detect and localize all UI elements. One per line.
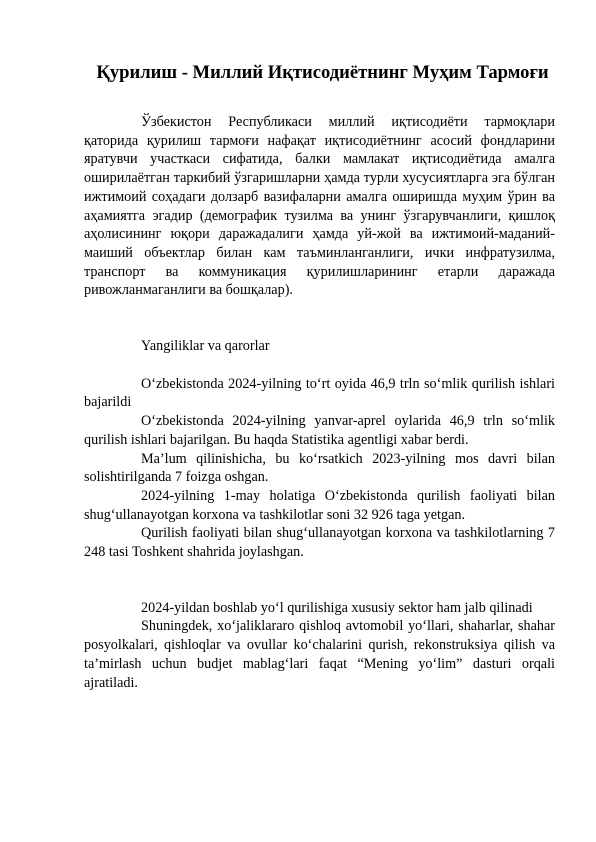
news1-paragraph-4: Qurilish faoliyati bilan shug‘ullanayotgan korxona va tashkilotlarning 7 248 tasi Toshkent shahrida joylashgan. [84,525,555,561]
intro-paragraph: Ўзбекистон Республикаси миллий иқтисодиёти тармоқлари қаторида қурилиш тармоғи нафақат иқтисодиётнинг асосий фондларини яратувчи участкаси сифатида, балки мамлакат иқтисодиётида амалга оширилаётган таркибий ўзгаришларни ҳамда турли хусусиятларга эга бўлган ижтимоий соҳадаги долзарб вазифаларни амалга оширишда муҳим ўрин ва аҳамиятга эгадир (демографик тузилма ва унинг ўзгарувчанлиги, қишлоқ аҳолисининг юқори даражадалиги ҳамда уй-жой ва ижтимоий-маданий-маиший объектлар билан кам таъминланганлиги, ички инфратузилма, транспорт ва коммуникация қурилишларининг етарли даражада ривожланмаганлиги ва бошқалар). [84,114,555,299]
news1-paragraph-1: O‘zbekistonda 2024-yilning yanvar-aprel oylarida 46,9 trln so‘mlik qurilish ishlari bajarilgan. Bu haqda Statistika agentligi xabar berdi. [84,413,555,448]
news1-headline: O‘zbekistonda 2024-yilning to‘rt oyida 46,9 trln so‘mlik qurilish ishlari bajarildi [84,375,555,411]
news2-paragraph-1: Shuningdek, xo‘jaliklararo qishloq avtomobil yo‘llari, shaharlar, shahar posyolkalari, qishloqlar va ovullar ko‘chalarini qurish, rekonstruksiya qilish va ta’mirlash uchun budjet mablag‘lari faqat “Mening yo‘lim” dasturi orqali ajratiladi. [84,618,555,691]
news1-paragraph-2: Ma’lum qilinishicha, bu ko‘rsatkich 2023-yilning mos davri bilan solishtirilganda 7 foizga oshgan. [84,450,555,486]
news1-paragraph-3: 2024-yilning 1-may holatiga O‘zbekistonda qurilish faoliyati bilan shug‘ullanayotgan korxona va tashkilotlar soni 32 926 taga yetgan. [84,487,555,523]
document-page [84,60,555,692]
document-title: Қурилиш - Миллий Иқтисодиётнинг Муҳим Тармоғи [96,62,549,83]
news2-headline: 2024-yildan boshlab yo‘l qurilishiga xususiy sektor ham jalb qilinadi [141,599,533,616]
section-heading: Yangiliklar va qarorlar [141,338,270,355]
